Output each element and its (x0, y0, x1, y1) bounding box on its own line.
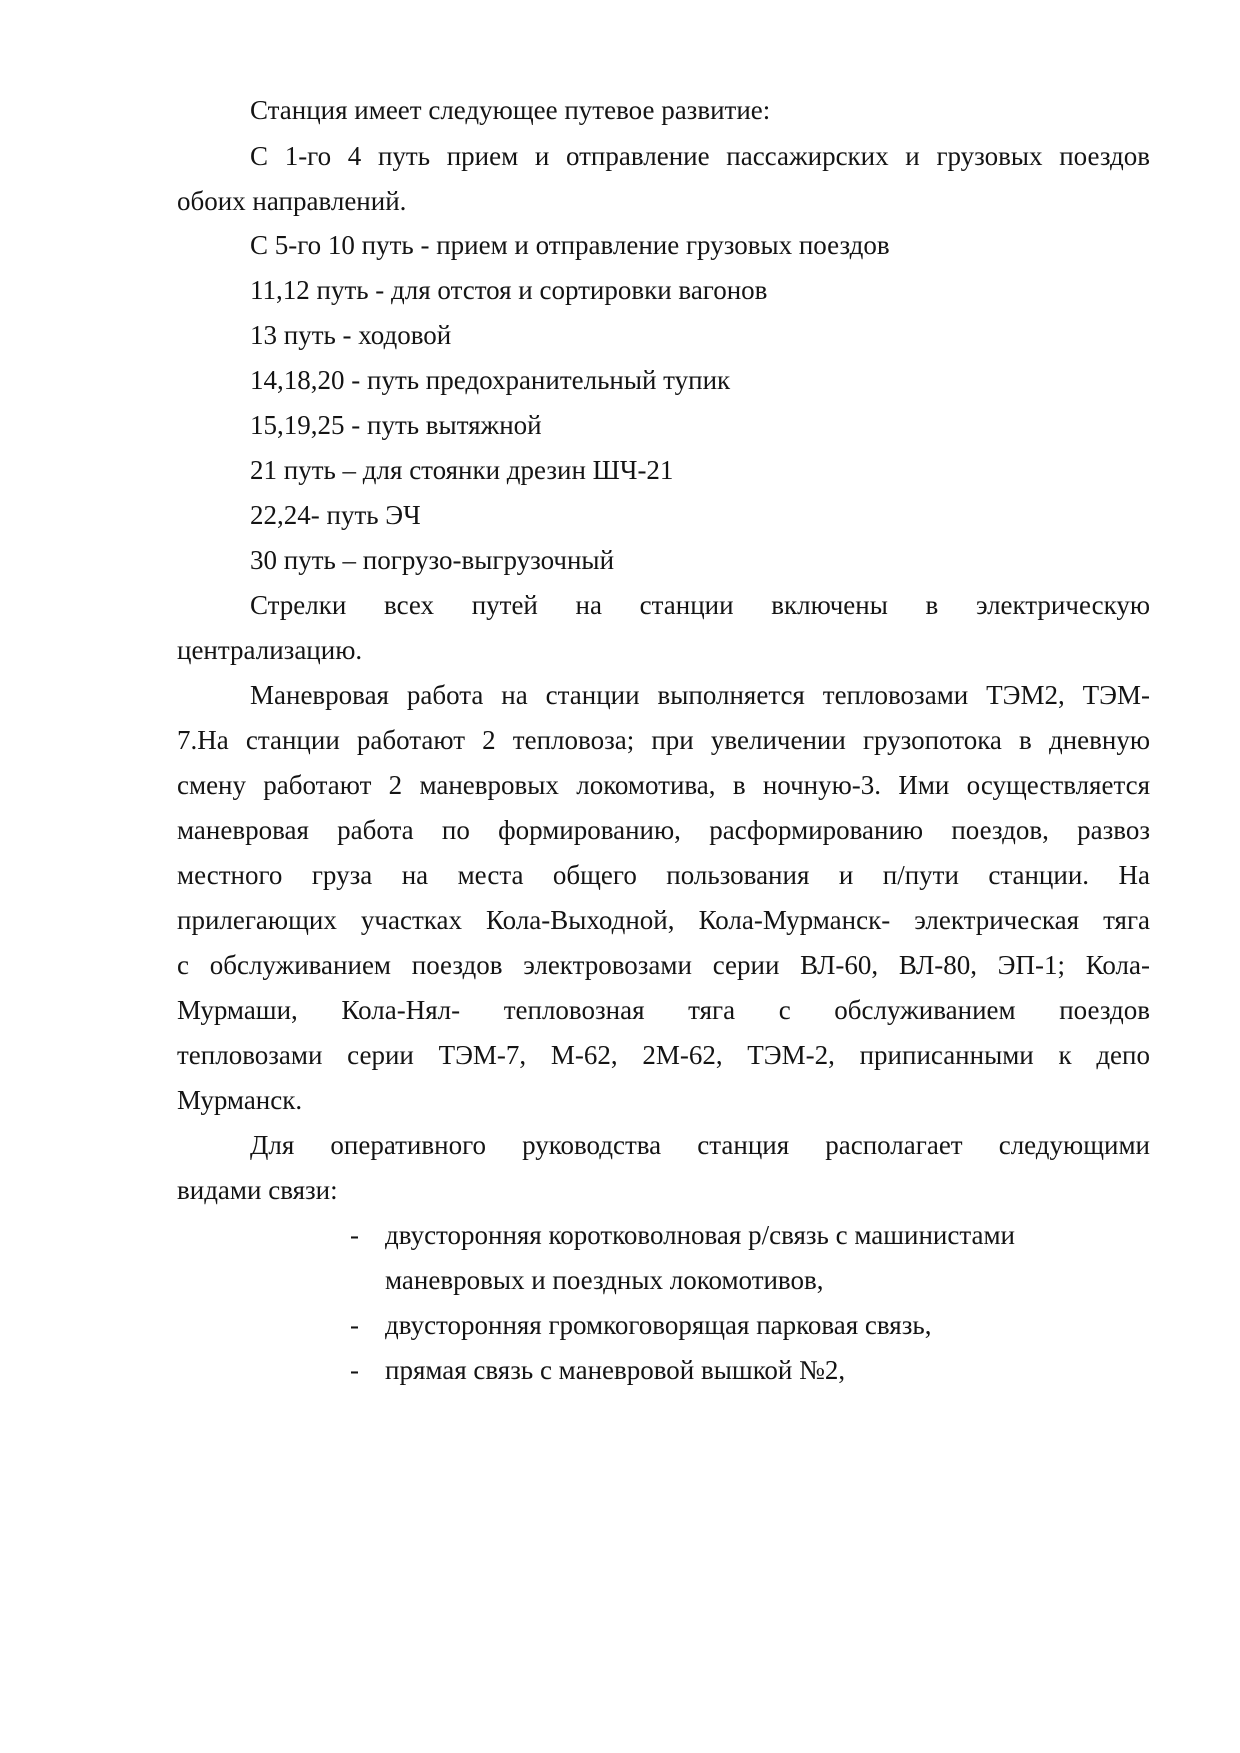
shunting-line: с обслуживанием поездов электровозами серии ВЛ-60, ВЛ-80, ЭП-1; Кола- (177, 950, 1150, 980)
comm-line2: видами связи: (177, 1175, 338, 1205)
shunting-line: Маневровая работа на станции выполняется тепловозами ТЭМ2, ТЭМ- (250, 680, 1150, 710)
track-1-4-line1: С 1-го 4 путь прием и отправление пассажирских и грузовых поездов (250, 141, 1150, 171)
comm-line1: Для оперативного руководства станция располагает следующими (250, 1130, 1150, 1160)
switches-line2: централизацию. (177, 635, 363, 665)
shunting-last-line: Мурманск. (177, 1085, 303, 1115)
bullet-dash: - (350, 1355, 359, 1385)
bullet-dash: - (350, 1310, 359, 1340)
comm-item-continuation: маневровых и поездных локомотивов, (385, 1265, 824, 1295)
switches-line1: Стрелки всех путей на станции включены в электрическую (250, 590, 1150, 620)
track-11-12: 11,12 путь - для отстоя и сортировки вагонов (250, 275, 768, 305)
shunting-line: маневровая работа по формированию, расформированию поездов, развоз (177, 815, 1150, 845)
track-21: 21 путь – для стоянки дрезин ШЧ-21 (250, 455, 674, 485)
comm-item: двусторонняя громкоговорящая парковая связь, (385, 1310, 932, 1340)
track-30: 30 путь – погрузо-выгрузочный (250, 545, 615, 575)
shunting-line: прилегающих участках Кола-Выходной, Кола-Мурманск- электрическая тяга (177, 905, 1150, 935)
track-5-10: С 5-го 10 путь - прием и отправление грузовых поездов (250, 230, 890, 260)
track-1-4-line2: обоих направлений. (177, 186, 407, 216)
track-14-18-20: 14,18,20 - путь предохранительный тупик (250, 365, 731, 395)
track-13: 13 путь - ходовой (250, 320, 452, 350)
shunting-line: Мурмаши, Кола-Нял- тепловозная тяга с обслуживанием поездов (177, 995, 1150, 1025)
comm-item: прямая связь с маневровой вышкой №2, (385, 1355, 846, 1385)
shunting-line: 7.На станции работают 2 тепловоза; при увеличении грузопотока в дневную (177, 725, 1150, 755)
track-15-19-25: 15,19,25 - путь вытяжной (250, 410, 542, 440)
shunting-line: местного груза на места общего пользования и п/пути станции. На (177, 860, 1150, 890)
track-22-24: 22,24- путь ЭЧ (250, 500, 421, 530)
track-intro: Станция имеет следующее путевое развитие: (250, 95, 771, 125)
bullet-dash: - (350, 1220, 359, 1250)
shunting-line: смену работают 2 маневровых локомотива, в ночную-3. Ими осуществляется (177, 770, 1150, 800)
shunting-line: тепловозами серии ТЭМ-7, М-62, 2М-62, ТЭМ-2, приписанными к депо (177, 1040, 1150, 1070)
comm-item: двусторонняя коротковолновая р/связь с машинистами (385, 1220, 1016, 1250)
